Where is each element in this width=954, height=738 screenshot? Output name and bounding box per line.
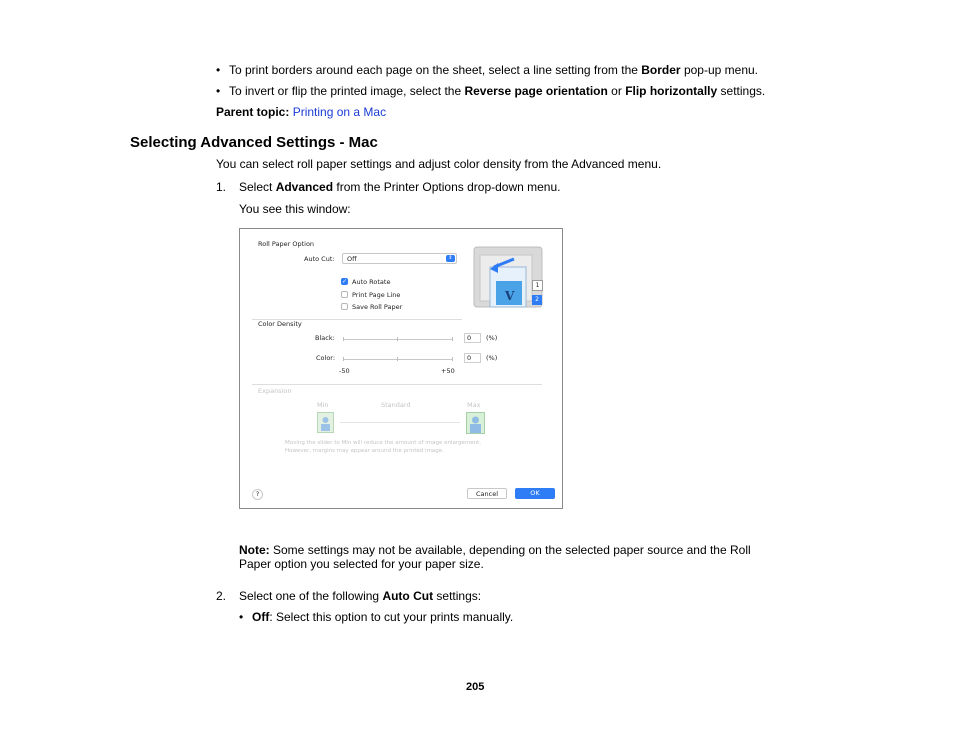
color-label: Color: [316, 354, 336, 362]
expansion-min-icon [317, 412, 334, 433]
slider-max-label: +50 [441, 367, 455, 375]
auto-cut-label: Auto Cut: [304, 255, 335, 263]
expansion-note-line1: Moving the slider to Min will reduce the amount of image enlargement. [285, 440, 482, 446]
save-roll-paper-label: Save Roll Paper [352, 303, 403, 311]
cancel-button[interactable]: Cancel [467, 488, 507, 499]
parent-topic-link[interactable]: Printing on a Mac [292, 105, 387, 119]
parent-topic-label: Parent topic: [216, 105, 290, 119]
expansion-standard-label: Standard [381, 401, 411, 409]
slider-tick [397, 337, 398, 341]
slider-tick [452, 357, 453, 361]
expansion-heading: Expansion [258, 387, 292, 395]
slider-min-label: -50 [339, 367, 350, 375]
bullet-border [216, 63, 758, 77]
color-unit: (%) [486, 354, 498, 362]
intro-paragraph: You can select roll paper settings and adjust color density from the Advanced menu. [216, 157, 662, 171]
expansion-max-label: Max [467, 401, 481, 409]
badge-2: 2 [532, 295, 542, 305]
bullet-text: To print borders around each page on the sheet, select a line setting from the [229, 63, 642, 77]
chevron-updown-icon: ⇕ [446, 255, 455, 262]
roll-paper-heading: Roll Paper Option [258, 240, 315, 248]
bullet-text: To invert or flip the printed image, select the [229, 84, 465, 98]
black-slider-track[interactable] [343, 339, 453, 340]
slider-tick [343, 337, 344, 341]
bullet-text: pop-up menu. [680, 63, 758, 77]
save-roll-paper-checkbox[interactable] [341, 303, 348, 310]
preview-letter: V [505, 289, 515, 303]
bullet-reverse [216, 84, 766, 98]
slider-tick [452, 337, 453, 341]
black-unit: (%) [486, 334, 498, 342]
auto-cut-value: Off [347, 255, 357, 263]
print-page-line-label: Print Page Line [352, 291, 401, 299]
bullet-off [239, 610, 514, 624]
step-text: settings: [433, 589, 482, 603]
note-text: Some settings may not be available, depending on the selected paper source and the Roll [269, 543, 751, 557]
bullet-bold: Reverse page orientation [464, 84, 608, 98]
color-slider-track[interactable] [343, 359, 453, 360]
expansion-slider-track[interactable] [340, 422, 460, 423]
step-text: Select one of the following [239, 589, 383, 603]
expansion-min-label: Min [317, 401, 329, 409]
auto-rotate-label: Auto Rotate [352, 278, 391, 286]
help-button[interactable]: ? [252, 489, 263, 500]
bullet-bold: Off [252, 610, 270, 624]
step-bold: Auto Cut [382, 589, 434, 603]
badge-1: 1 [532, 280, 543, 291]
slider-tick [343, 357, 344, 361]
parent-topic [216, 105, 386, 119]
color-density-heading: Color Density [258, 320, 302, 328]
black-value-field[interactable]: 0 [464, 333, 481, 343]
step-bold: Advanced [275, 180, 334, 194]
step-text: from the Printer Options drop-down menu. [333, 180, 561, 194]
step-2 [216, 589, 482, 603]
expansion-note-line2: However, margins may appear around the printed image. [285, 448, 444, 454]
page-number: 205 [466, 681, 485, 693]
step-1 [216, 180, 561, 194]
step-text: Select [239, 180, 276, 194]
bullet-bold: Flip horizontally [625, 84, 718, 98]
divider [252, 384, 542, 385]
bullet-text: : Select this option to cut your prints manually. [269, 610, 514, 624]
section-title: Selecting Advanced Settings - Mac [130, 134, 378, 151]
bullet-text: settings. [717, 84, 766, 98]
note-label: Note: [239, 543, 270, 557]
black-label: Black: [315, 334, 335, 342]
slider-tick [397, 357, 398, 361]
advanced-settings-dialog-screenshot [239, 228, 563, 509]
color-value-field[interactable]: 0 [464, 353, 481, 363]
bullet-dot: • [216, 84, 221, 98]
auto-rotate-checkbox[interactable]: ✓ [342, 278, 348, 285]
bullet-dot: • [216, 63, 221, 77]
bullet-bold: Border [641, 63, 681, 77]
bullet-dot: • [239, 610, 244, 624]
auto-cut-select[interactable] [342, 253, 457, 264]
ok-button[interactable]: OK [515, 488, 555, 499]
step-number: 2. [216, 589, 227, 603]
step-number: 1. [216, 180, 227, 194]
expansion-max-icon [466, 412, 485, 434]
note-line-2: Paper option you selected for your paper size. [239, 557, 484, 571]
note-line-1 [239, 543, 751, 557]
print-page-line-checkbox[interactable] [341, 291, 348, 298]
window-caption: You see this window: [239, 202, 351, 216]
bullet-text: or [607, 84, 626, 98]
